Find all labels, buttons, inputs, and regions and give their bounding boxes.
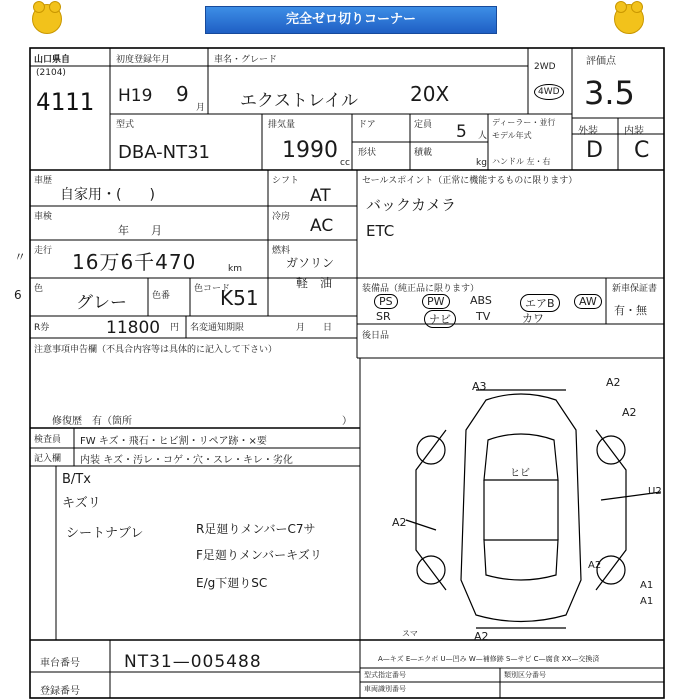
color-code-label: 色コード [194,284,231,294]
model-code-label: 型式 [116,120,135,130]
load-label: 積載 [414,148,433,158]
inspector-note: シートナブレ [66,526,144,541]
equipment-item: TV [476,310,491,323]
repair-history-label: 修復歴 有（箇所 [52,416,132,427]
rating-value: 3.5 [584,74,635,112]
aircon-value: AC [310,216,334,236]
equipment-item: カワ [522,312,544,325]
dealer-label: ディーラー・並行 [492,118,556,127]
model-code-value: DBA-NT31 [118,142,210,163]
page-title: 完全ゼロ切りコーナー [205,6,497,34]
fuel-gasoline: ガソリン [286,256,335,270]
name-change-label: 名変通知期限 [190,323,245,333]
km-unit: km [228,264,242,274]
inspection-year-month: 年 月 [118,224,162,237]
interior-grade: C [634,138,650,163]
color-no-label: 色番 [152,291,171,301]
body-note: R足廻りメンバーC7サ [196,522,316,536]
door-label: ドア [358,120,376,130]
vin-plate-label: 車両識別番号 [364,685,406,693]
damage-mark: A3 [472,380,487,393]
reg-no-label: 登録番号 [40,686,80,697]
exterior-grade: D [586,138,603,163]
inspector-note: キズリ [62,496,101,511]
equipment-item: PS [374,294,398,309]
recycle-value: 11800 [106,318,161,338]
legend-codes: A—キズ E—エクボ U—凹み W—補修跡 S—サビ C—腐食 XX—交換済 [378,655,600,663]
auction-house-label: 山口県自 [34,55,71,65]
damage-mark: スマ [402,629,418,638]
recycle-label: R券 [34,323,50,333]
rating-label: 評価点 [586,56,616,67]
damage-mark: ヒビ [510,468,530,479]
body-note: F足廻りメンバーキズリ [196,548,322,562]
mileage-label: 走行 [34,246,53,256]
equipment-item: ナビ [424,310,456,328]
house-code: (2104) [36,68,66,78]
damage-mark: A2 [588,560,602,571]
aircon-label: 冷房 [272,212,291,222]
history-value: 自家用・( ) [60,187,155,203]
repair-history-close: ） [342,416,352,427]
class-no-label: 類別区分番号 [504,671,546,679]
exterior-label: 外装 [578,126,598,137]
damage-mark: A2 [474,630,489,643]
capacity-value: 5 [456,122,467,142]
equipment-label: 装備品（純正品に限ります） [362,284,480,294]
inspector-note: B/Tx [62,472,91,487]
after-day-label: 後日品 [362,331,390,341]
month-unit: 月 [196,103,206,113]
margin-mark: 〃 [14,250,27,264]
damage-mark: A2 [392,516,407,529]
fuel-label: 燃料 [272,246,291,256]
mileage-value: 16万6千470 [72,250,197,274]
sales-point-2: ETC [366,222,395,240]
first-reg-label: 初度登録年月 [116,55,171,65]
color-label: 色 [34,284,44,294]
interior-label: 内装 [624,126,644,137]
displacement-value: 1990 [282,138,338,163]
sales-point-1: バックカメラ [366,196,457,214]
model-year-label: モデル年式 [492,131,532,140]
color-code-value: K51 [220,286,259,310]
damage-mark: A2 [606,376,621,389]
damage-mark: A2 [622,406,637,419]
damage-mark: U2 [648,486,662,497]
entry-row: 内装 キズ・汚レ・コゲ・穴・スレ・キレ・劣化 [80,455,293,466]
inspector-label: 検査員 [34,435,62,445]
cc-unit: cc [340,158,350,168]
frame-no-label: 車台番号 [40,658,80,669]
warranty-value: 有・無 [614,304,647,317]
inspector-row: FW キズ・飛石・ヒビ割・リペア跡・×要 [80,436,267,447]
sales-point-label: セールスポイント（正常に機能するものに限ります） [362,176,578,186]
margin-mark: 6 [14,288,22,302]
name-change-month-day: 月 日 [296,323,333,333]
inspection-label: 車検 [34,212,53,222]
capacity-label: 定員 [414,120,433,130]
damage-mark: A1 [640,580,654,591]
notes-title: 注意事項申告欄（不具合内容等は具体的に記入して下さい） [34,345,278,355]
lot-number: 4111 [36,88,94,116]
new-car-warranty-label: 新車保証書 [612,284,658,294]
first-reg-era: H19 [118,86,153,106]
entry-label: 記入欄 [34,454,62,464]
shift-value: AT [310,186,331,206]
fuel-diesel: 軽 油 [296,276,333,290]
handle-label: ハンドル 左・右 [492,157,551,166]
shape-label: 形状 [358,148,377,158]
history-label: 車歴 [34,176,53,186]
persons-unit: 人 [478,131,488,141]
formal-model-label: 型式指定番号 [364,671,406,679]
shift-label: シフト [272,176,300,186]
grade-value: 20X [410,82,450,106]
kg-unit: kg [476,158,487,168]
equipment-item: ABS [470,294,492,307]
frame-no-value: NT31—005488 [124,652,262,672]
equipment-item: AW [574,294,602,309]
first-reg-month: 9 [176,82,189,106]
equipment-item: SR [376,310,391,323]
drive-2wd-label: 2WD [534,62,556,72]
damage-mark: A1 [640,596,654,607]
equipment-item: PW [422,294,450,309]
drive-4wd-circled: 4WD [534,84,564,100]
body-note: E/g下廻りSC [196,576,268,590]
car-name-value: エクストレイル [240,91,358,111]
displacement-label: 排気量 [268,120,296,130]
color-value: グレー [76,293,127,313]
equipment-item: エアB [520,294,560,312]
car-name-label: 車名・グレード [214,55,278,65]
yen-unit: 円 [170,323,180,333]
